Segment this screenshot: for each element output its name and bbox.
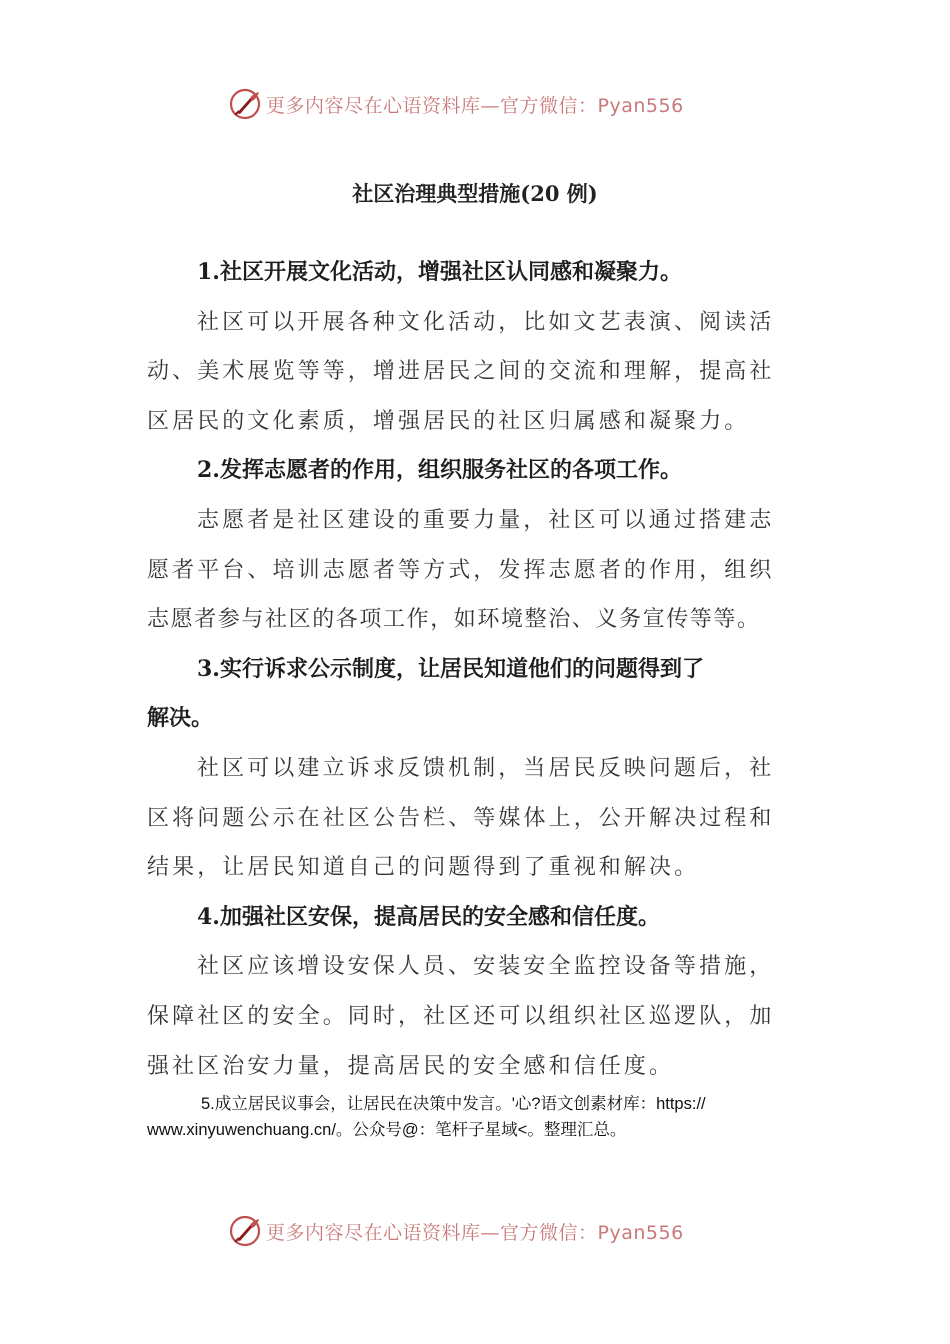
paragraph-line: 区居民的文化素质，增强居民的社区归属感和凝聚力。 (147, 408, 750, 434)
section-heading: 2.发挥志愿者的作用，组织服务社区的各项工作。 (197, 457, 682, 484)
section-heading: 4.加强社区安保，提高居民的安全感和信任度。 (197, 903, 660, 930)
footnote (147, 1091, 807, 1143)
paragraph-line: 社区可以开展各种文化活动，比如文艺表演、阅读活 (197, 309, 775, 335)
banner-label: 更多内容尽在心语资料库—官方微信： (266, 94, 598, 117)
banner-label: 更多内容尽在心语资料库—官方微信： (266, 1221, 598, 1244)
paragraph-line: 社区应该增设安保人员、安装安全监控设备等措施， (197, 954, 775, 980)
footnote-line: www.xinyuwenchuang.cn/。公众号@：笔杆子星域<。整理汇总。 (147, 1121, 627, 1139)
document-body (147, 248, 807, 1091)
section-heading-continued: 解决。 (147, 705, 214, 732)
paragraph-line: 区将问题公示在社区公告栏、等媒体上，公开解决过程和 (147, 805, 775, 831)
banner-wechat-id: Pyan556 (597, 1221, 684, 1244)
footer-banner (228, 1211, 684, 1251)
paragraph-line: 志愿者是社区建设的重要力量，社区可以通过搭建志 (197, 507, 775, 533)
paragraph-line: 强社区治安力量，提高居民的安全感和信任度。 (147, 1053, 675, 1079)
quill-logo-icon (228, 87, 262, 121)
header-banner (228, 84, 684, 124)
paragraph-line: 结果，让居民知道自己的问题得到了重视和解决。 (147, 855, 700, 881)
paragraph-line: 愿者平台、培训志愿者等方式，发挥志愿者的作用，组织 (147, 557, 775, 583)
paragraph-line: 志愿者参与社区的各项工作，如环境整治、义务宣传等等。 (147, 607, 761, 633)
paragraph-line: 保障社区的安全。同时，社区还可以组织社区巡逻队，加 (147, 1003, 775, 1029)
banner-text (266, 1218, 684, 1245)
banner-wechat-id: Pyan556 (597, 94, 684, 117)
banner-text (266, 91, 684, 118)
section-heading: 1.社区开展文化活动，增强社区认同感和凝聚力。 (197, 259, 682, 285)
paragraph-line: 社区可以建立诉求反馈机制，当居民反映问题后，社 (197, 755, 775, 781)
document-title: 社区治理典型措施(20 例) (352, 181, 598, 206)
quill-logo-icon (228, 1214, 262, 1248)
paragraph-line: 动、美术展览等等，增进居民之间的交流和理解，提高社 (147, 359, 775, 385)
footnote-line: 5.成立居民议事会，让居民在决策中发言。'心?语文创素材库：https:// (201, 1095, 706, 1113)
section-heading: 3.实行诉求公示制度，让居民知道他们的问题得到了 (197, 655, 704, 682)
